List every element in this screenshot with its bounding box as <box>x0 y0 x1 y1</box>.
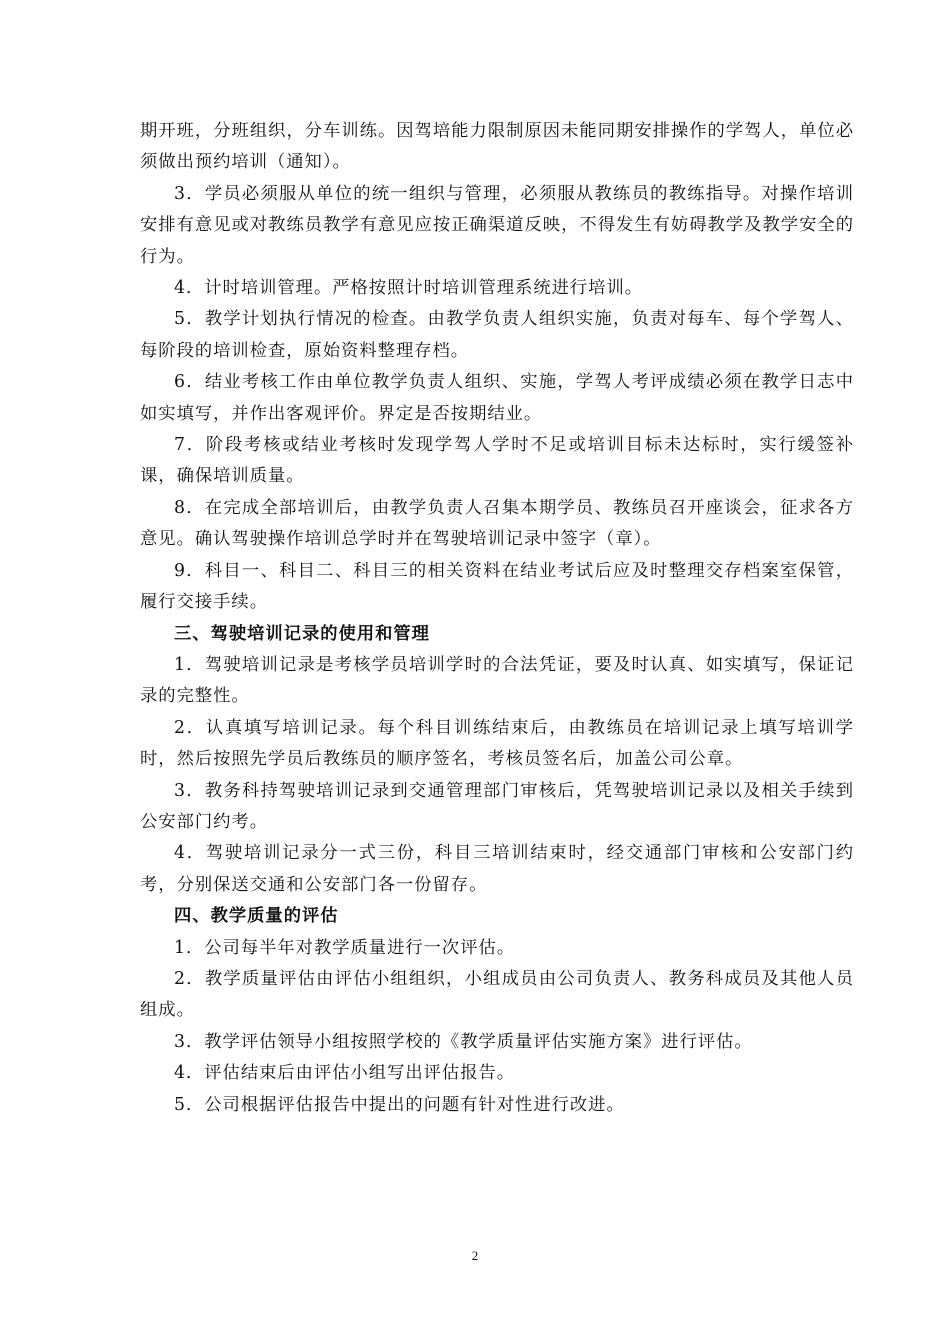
paragraph-item-4: 4．计时培训管理。严格按照计时培训管理系统进行培训。 <box>174 278 644 299</box>
paragraph-record-4: 4．驾驶培训记录分一式三份，科目三培训结束时，经交通部门审核和公安部门约考，分别保送交通和公安部门各一份留存。 <box>140 843 854 895</box>
paragraph-item-6: 6．结业考核工作由单位教学负责人组织、实施，学驾人考评成绩必须在教学日志中如实填写，并作出客观评价。界定是否按期结业。 <box>140 372 854 424</box>
paragraph-continuation: 期开班，分班组织，分车训练。因驾培能力限制原因未能同期安排操作的学驾人，单位必须做出预约培训（通知）。 <box>140 121 854 173</box>
paragraph-quality-1: 1．公司每半年对教学质量进行一次评估。 <box>174 937 516 958</box>
paragraph-quality-2: 2．教学质量评估由评估小组组织，小组成员由公司负责人、教务科成员及其他人员组成。 <box>140 968 854 1021</box>
paragraph-quality-4: 4．评估结束后由评估小组写出评估报告。 <box>174 1063 516 1084</box>
paragraph-item-9: 9．科目一、科目二、科目三的相关资料在结业考试后应及时整理交存档案室保管，履行交接手续。 <box>140 560 854 613</box>
paragraph-record-1: 1．驾驶培训记录是考核学员培训学时的合法凭证，要及时认真、如实填写，保证记录的完整性。 <box>140 654 854 707</box>
section-heading-3: 三、驾驶培训记录的使用和管理 <box>174 623 430 644</box>
paragraph-quality-5: 5．公司根据评估报告中提出的问题有针对性进行改进。 <box>174 1094 625 1115</box>
paragraph-record-2: 2．认真填写培训记录。每个科目训练结束后，由教练员在培训记录上填写培训学时，然后按照先学员后教练员的顺序签名，考核员签名后，加盖公司公章。 <box>140 717 854 770</box>
paragraph-item-7: 7．阶段考核或结业考核时发现学驾人学时不足或培训目标未达标时，实行缓签补课，确保培训质量。 <box>140 435 854 487</box>
document-body <box>140 116 854 1121</box>
page-number: 2 <box>471 1248 479 1263</box>
paragraph-record-3: 3．教务科持驾驶培训记录到交通管理部门审核后，凭驾驶培训记录以及相关手续到公安部门约考。 <box>140 780 854 832</box>
paragraph-quality-3: 3．教学评估领导小组按照学校的《教学质量评估实施方案》进行评估。 <box>174 1031 753 1052</box>
section-heading-4: 四、教学质量的评估 <box>174 906 339 927</box>
paragraph-item-5: 5．教学计划执行情况的检查。由教学负责人组织实施，负责对每车、每个学驾人、每阶段的培训检查，原始资料整理存档。 <box>140 309 854 361</box>
paragraph-item-8: 8．在完成全部培训后，由教学负责人召集本期学员、教练员召开座谈会，征求各方意见。确认驾驶操作培训总学时并在驾驶培训记录中签字（章）。 <box>140 497 854 550</box>
paragraph-item-3: 3．学员必须服从单位的统一组织与管理，必须服从教练员的教练指导。对操作培训安排有意见或对教练员教学有意见应按正确渠道反映，不得发生有妨碍教学及教学安全的行为。 <box>140 183 854 267</box>
